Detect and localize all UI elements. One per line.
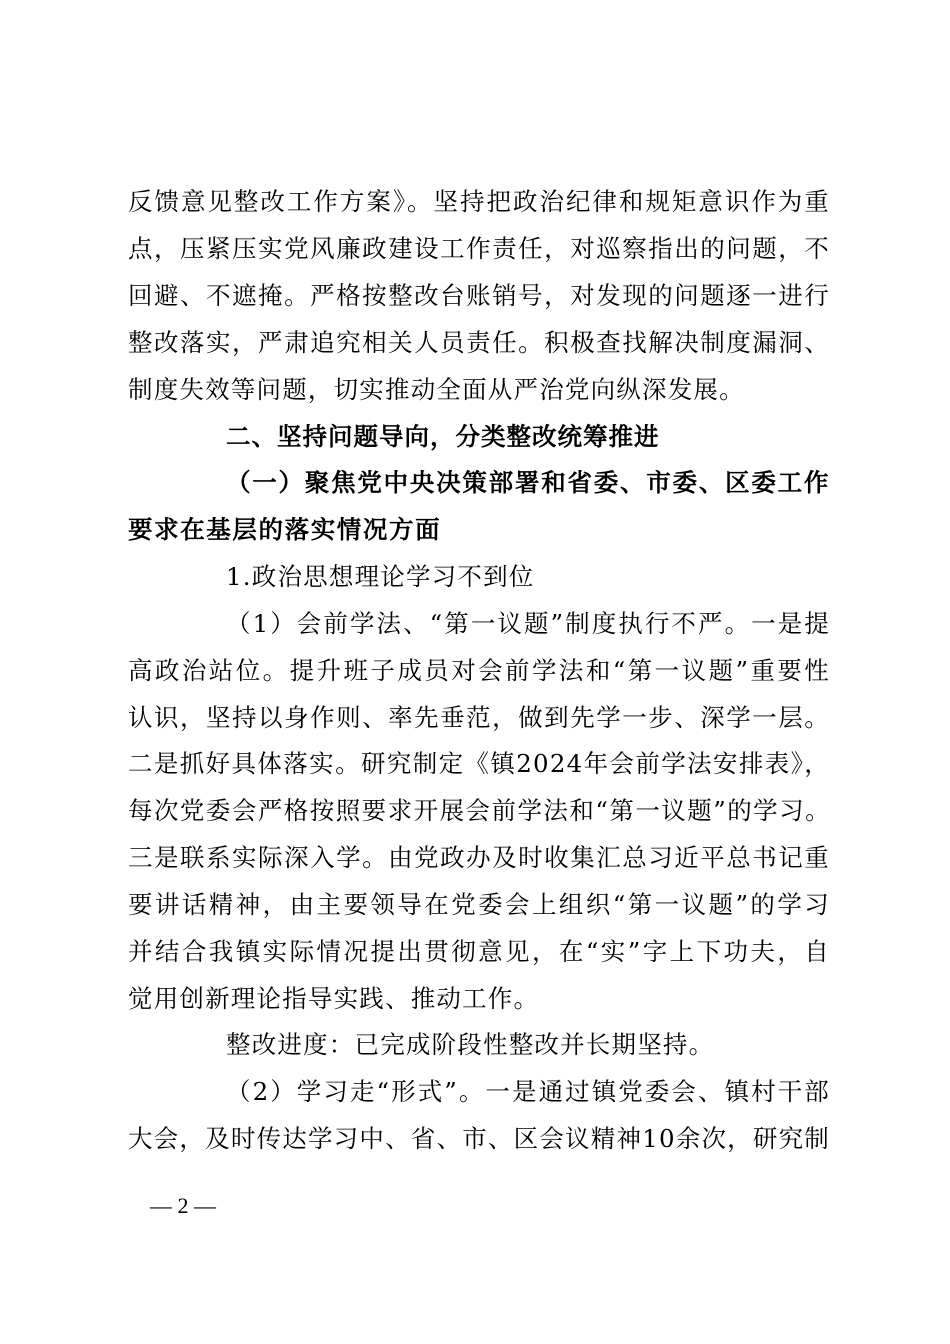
page-number: — 2 — xyxy=(150,1193,216,1218)
body-text-line: （1）会前学法、“第一议题”制度执行不严。一是提 xyxy=(226,609,830,638)
subsection-heading-line: 要求在基层的落实情况方面 xyxy=(128,515,442,544)
body-text-line: 认识，坚持以身作则、率先垂范，做到先学一步、深学一层。 xyxy=(128,703,830,732)
body-text-line: 觉用创新理论指导实践、推动工作。 xyxy=(128,984,540,1013)
progress-note: 整改进度：已完成阶段性整改并长期坚持。 xyxy=(226,1030,715,1059)
body-text-line: 反馈意见整改工作方案》。坚持把政治纪律和规矩意识作为重 xyxy=(128,187,830,216)
body-text-line: 回避、不遮掩。严格按整改台账销号，对发现的问题逐一进行 xyxy=(128,281,830,310)
item-title: 1.政治思想理论学习不到位 xyxy=(226,562,535,591)
body-text-line: 并结合我镇实际情况提出贯彻意见，在“实”字上下功夫，自 xyxy=(128,937,830,966)
body-text-line: 大会，及时传达学习中、省、市、区会议精神10余次，研究制 xyxy=(128,1124,830,1153)
body-text-line: 每次党委会严格按照要求开展会前学法和“第一议题”的学习。 xyxy=(128,796,830,825)
body-text-line: 二是抓好具体落实。研究制定《镇2024年会前学法安排表》， xyxy=(128,749,830,778)
body-text-line: 点，压紧压实党风廉政建设工作责任，对巡察指出的问题，不 xyxy=(128,234,830,263)
body-text-line: 要讲话精神，由主要领导在党委会上组织“第一议题”的学习 xyxy=(128,890,830,919)
body-text-line: 高政治站位。提升班子成员对会前学法和“第一议题”重要性 xyxy=(128,656,830,685)
subsection-heading-line: （一）聚焦党中央决策部署和省委、市委、区委工作 xyxy=(226,468,830,497)
section-heading: 二、坚持问题导向，分类整改统筹推进 xyxy=(226,422,660,451)
body-text-line: 整改落实，严肃追究相关人员责任。积极查找解决制度漏洞、 xyxy=(128,328,830,357)
body-text-line: 三是联系实际深入学。由党政办及时收集汇总习近平总书记重 xyxy=(128,843,830,872)
body-text-line: 制度失效等问题，切实推动全面从严治党向纵深发展。 xyxy=(128,375,745,404)
body-text-line: （2）学习走“形式”。一是通过镇党委会、镇村干部 xyxy=(226,1077,830,1106)
